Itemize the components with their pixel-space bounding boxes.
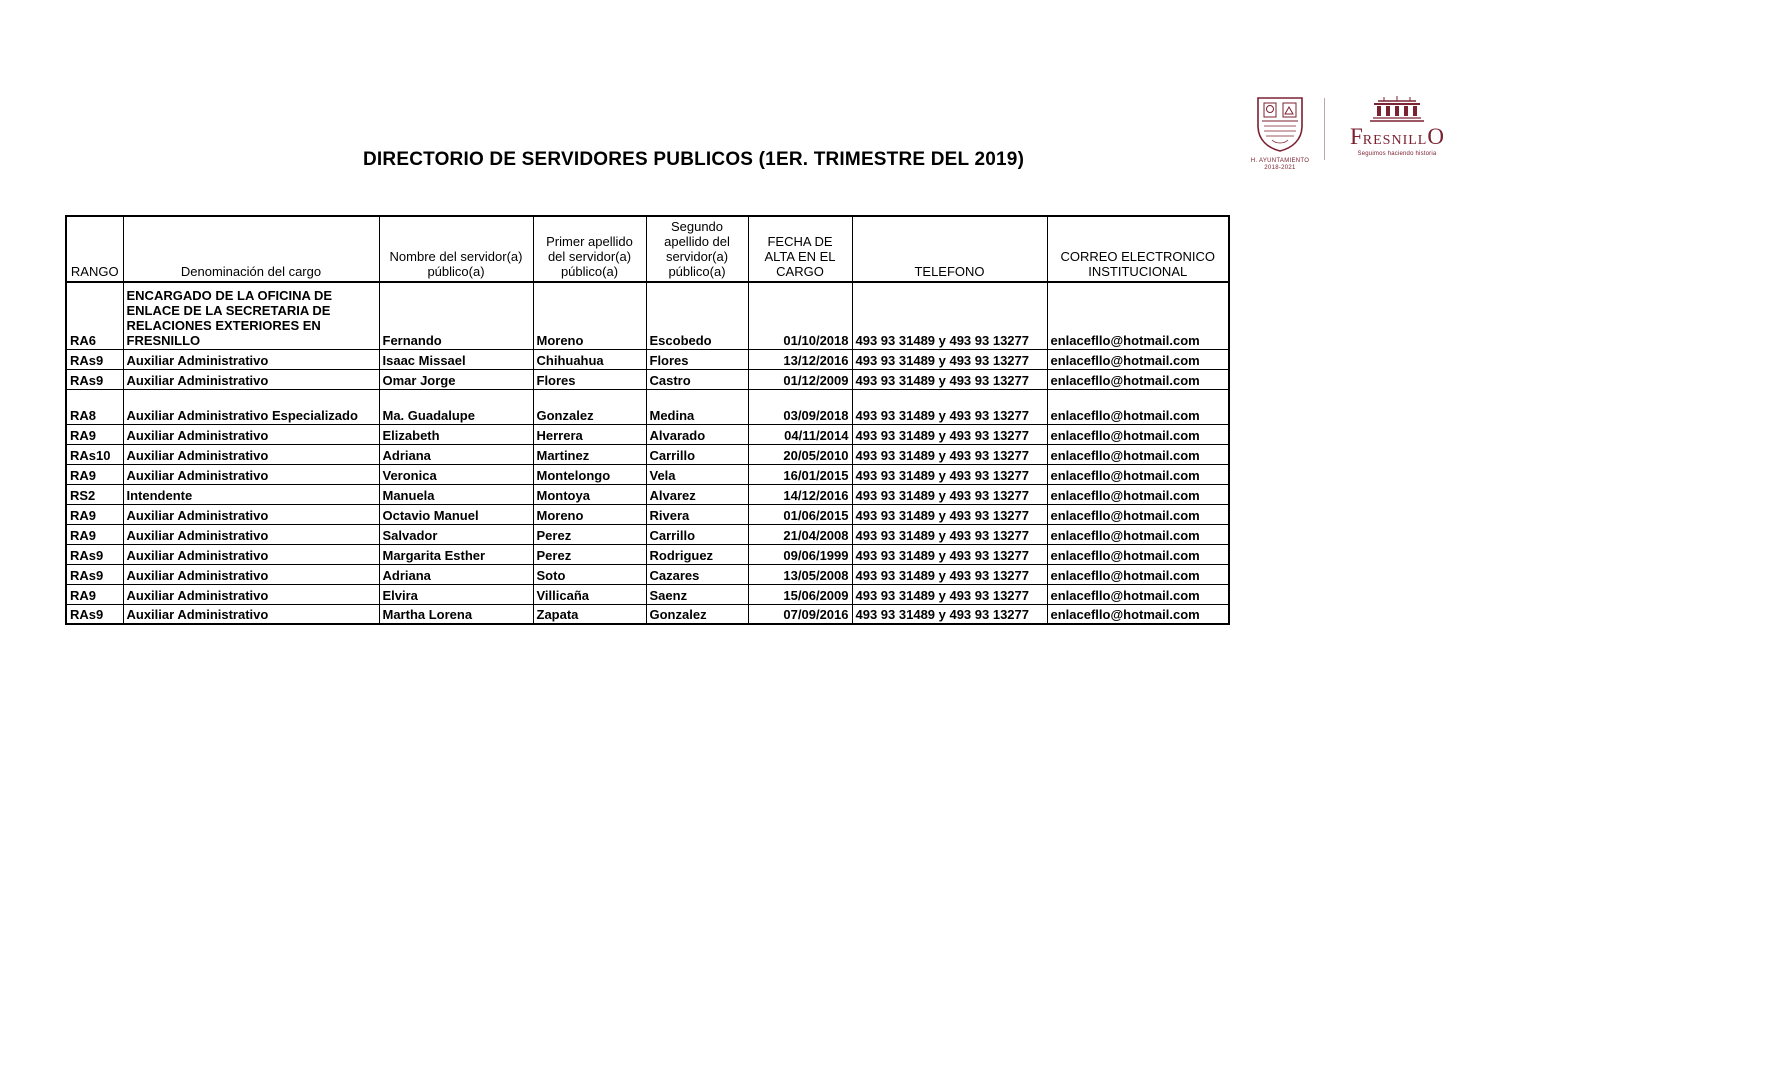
primer-apellido-cell: Villicaña xyxy=(533,584,646,604)
table-row xyxy=(66,544,1229,564)
telefono-cell: 493 93 31489 y 493 93 13277 xyxy=(852,584,1047,604)
header-row xyxy=(66,216,1229,282)
cargo-cell: Auxiliar Administrativo xyxy=(123,464,379,484)
cargo-cell: Auxiliar Administrativo xyxy=(123,604,379,624)
rango-cell: RAs9 xyxy=(66,349,123,369)
nombre-cell: Elizabeth xyxy=(379,424,533,444)
table-row xyxy=(66,604,1229,624)
telefono-cell: 493 93 31489 y 493 93 13277 xyxy=(852,282,1047,349)
segundo-apellido-cell: Rivera xyxy=(646,504,748,524)
primer-apellido-cell: Gonzalez xyxy=(533,389,646,424)
segundo-apellido-cell: Alvarez xyxy=(646,484,748,504)
segundo-apellido-cell: Cazares xyxy=(646,564,748,584)
rango-cell: RA9 xyxy=(66,504,123,524)
cargo-cell: Auxiliar Administrativo xyxy=(123,504,379,524)
nombre-cell: Adriana xyxy=(379,564,533,584)
crest-caption: H. AYUNTAMIENTO 2018-2021 xyxy=(1250,158,1310,171)
header-fecha-alta: FECHA DE ALTA EN EL CARGO xyxy=(748,216,852,282)
primer-apellido-cell: Soto xyxy=(533,564,646,584)
correo-cell: enlacefllo@hotmail.com xyxy=(1047,282,1229,349)
telefono-cell: 493 93 31489 y 493 93 13277 xyxy=(852,504,1047,524)
rango-cell: RAs9 xyxy=(66,564,123,584)
cargo-cell: Auxiliar Administrativo xyxy=(123,349,379,369)
fecha-alta-cell: 16/01/2015 xyxy=(748,464,852,484)
cargo-cell: ENCARGADO DE LA OFICINA DE ENLACE DE LA SECRETARIA DE RELACIONES EXTERIORES EN FRESNILLO xyxy=(123,282,379,349)
page-title: DIRECTORIO DE SERVIDORES PUBLICOS (1ER. TRIMESTRE DEL 2019) xyxy=(363,149,1025,170)
header-cargo: Denominación del cargo xyxy=(123,216,379,282)
header-primer-apellido: Primer apellido del servidor(a) público(a) xyxy=(533,216,646,282)
table-row xyxy=(66,504,1229,524)
segundo-apellido-cell: Alvarado xyxy=(646,424,748,444)
rango-cell: RAs10 xyxy=(66,444,123,464)
fecha-alta-cell: 13/05/2008 xyxy=(748,564,852,584)
correo-cell: enlacefllo@hotmail.com xyxy=(1047,349,1229,369)
cargo-cell: Auxiliar Administrativo xyxy=(123,564,379,584)
rango-cell: RAs9 xyxy=(66,369,123,389)
cargo-cell: Auxiliar Administrativo xyxy=(123,444,379,464)
logo-divider xyxy=(1324,98,1325,160)
segundo-apellido-cell: Medina xyxy=(646,389,748,424)
fresnillo-logo xyxy=(1337,96,1457,157)
primer-apellido-cell: Zapata xyxy=(533,604,646,624)
segundo-apellido-cell: Escobedo xyxy=(646,282,748,349)
cargo-cell: Auxiliar Administrativo xyxy=(123,524,379,544)
segundo-apellido-cell: Vela xyxy=(646,464,748,484)
table-row xyxy=(66,464,1229,484)
table-row xyxy=(66,484,1229,504)
header-logos xyxy=(1248,96,1457,174)
fecha-alta-cell: 21/04/2008 xyxy=(748,524,852,544)
primer-apellido-cell: Chihuahua xyxy=(533,349,646,369)
correo-cell: enlacefllo@hotmail.com xyxy=(1047,584,1229,604)
telefono-cell: 493 93 31489 y 493 93 13277 xyxy=(852,444,1047,464)
correo-cell: enlacefllo@hotmail.com xyxy=(1047,424,1229,444)
telefono-cell: 493 93 31489 y 493 93 13277 xyxy=(852,349,1047,369)
fecha-alta-cell: 04/11/2014 xyxy=(748,424,852,444)
primer-apellido-cell: Perez xyxy=(533,524,646,544)
nombre-cell: Octavio Manuel xyxy=(379,504,533,524)
telefono-cell: 493 93 31489 y 493 93 13277 xyxy=(852,524,1047,544)
table-header xyxy=(66,216,1229,282)
telefono-cell: 493 93 31489 y 493 93 13277 xyxy=(852,484,1047,504)
rango-cell: RA9 xyxy=(66,524,123,544)
primer-apellido-cell: Martinez xyxy=(533,444,646,464)
rango-cell: RA9 xyxy=(66,464,123,484)
nombre-cell: Ma. Guadalupe xyxy=(379,389,533,424)
rango-cell: RA9 xyxy=(66,584,123,604)
telefono-cell: 493 93 31489 y 493 93 13277 xyxy=(852,464,1047,484)
segundo-apellido-cell: Carrillo xyxy=(646,524,748,544)
nombre-cell: Salvador xyxy=(379,524,533,544)
rango-cell: RA8 xyxy=(66,389,123,424)
correo-cell: enlacefllo@hotmail.com xyxy=(1047,484,1229,504)
nombre-cell: Fernando xyxy=(379,282,533,349)
correo-cell: enlacefllo@hotmail.com xyxy=(1047,444,1229,464)
fecha-alta-cell: 03/09/2018 xyxy=(748,389,852,424)
table-row xyxy=(66,349,1229,369)
segundo-apellido-cell: Rodriguez xyxy=(646,544,748,564)
telefono-cell: 493 93 31489 y 493 93 13277 xyxy=(852,544,1047,564)
table-row xyxy=(66,369,1229,389)
table-row xyxy=(66,424,1229,444)
primer-apellido-cell: Moreno xyxy=(533,282,646,349)
header-nombre: Nombre del servidor(a) público(a) xyxy=(379,216,533,282)
correo-cell: enlacefllo@hotmail.com xyxy=(1047,544,1229,564)
building-icon xyxy=(1360,109,1434,126)
fecha-alta-cell: 01/10/2018 xyxy=(748,282,852,349)
header-correo: CORREO ELECTRONICO INSTITUCIONAL xyxy=(1047,216,1229,282)
correo-cell: enlacefllo@hotmail.com xyxy=(1047,464,1229,484)
header-segundo-apellido: Segundo apellido del servidor(a) público(a) xyxy=(646,216,748,282)
nombre-cell: Margarita Esther xyxy=(379,544,533,564)
fresnillo-wordmark: FRESNILLO xyxy=(1350,124,1444,149)
fecha-alta-cell: 20/05/2010 xyxy=(748,444,852,464)
correo-cell: enlacefllo@hotmail.com xyxy=(1047,389,1229,424)
telefono-cell: 493 93 31489 y 493 93 13277 xyxy=(852,564,1047,584)
primer-apellido-cell: Perez xyxy=(533,544,646,564)
segundo-apellido-cell: Castro xyxy=(646,369,748,389)
segundo-apellido-cell: Carrillo xyxy=(646,444,748,464)
telefono-cell: 493 93 31489 y 493 93 13277 xyxy=(852,369,1047,389)
header-telefono: TELEFONO xyxy=(852,216,1047,282)
primer-apellido-cell: Montelongo xyxy=(533,464,646,484)
fecha-alta-cell: 14/12/2016 xyxy=(748,484,852,504)
primer-apellido-cell: Moreno xyxy=(533,504,646,524)
ayuntamiento-crest xyxy=(1248,96,1312,172)
fecha-alta-cell: 07/09/2016 xyxy=(748,604,852,624)
nombre-cell: Omar Jorge xyxy=(379,369,533,389)
correo-cell: enlacefllo@hotmail.com xyxy=(1047,524,1229,544)
fecha-alta-cell: 01/06/2015 xyxy=(748,504,852,524)
table-row xyxy=(66,444,1229,464)
segundo-apellido-cell: Gonzalez xyxy=(646,604,748,624)
cargo-cell: Intendente xyxy=(123,484,379,504)
cargo-cell: Auxiliar Administrativo xyxy=(123,424,379,444)
nombre-cell: Veronica xyxy=(379,464,533,484)
table-row xyxy=(66,584,1229,604)
cargo-cell: Auxiliar Administrativo xyxy=(123,369,379,389)
telefono-cell: 493 93 31489 y 493 93 13277 xyxy=(852,604,1047,624)
correo-cell: enlacefllo@hotmail.com xyxy=(1047,369,1229,389)
correo-cell: enlacefllo@hotmail.com xyxy=(1047,504,1229,524)
telefono-cell: 493 93 31489 y 493 93 13277 xyxy=(852,424,1047,444)
primer-apellido-cell: Herrera xyxy=(533,424,646,444)
nombre-cell: Elvira xyxy=(379,584,533,604)
table-body xyxy=(66,282,1229,624)
cargo-cell: Auxiliar Administrativo Especializado xyxy=(123,389,379,424)
fresnillo-tagline: Seguimos haciendo historia xyxy=(1357,151,1437,157)
correo-cell: enlacefllo@hotmail.com xyxy=(1047,604,1229,624)
directory-table xyxy=(65,215,1230,625)
fecha-alta-cell: 01/12/2009 xyxy=(748,369,852,389)
fecha-alta-cell: 13/12/2016 xyxy=(748,349,852,369)
crest-shield-icon xyxy=(1254,139,1306,156)
nombre-cell: Martha Lorena xyxy=(379,604,533,624)
nombre-cell: Manuela xyxy=(379,484,533,504)
cargo-cell: Auxiliar Administrativo xyxy=(123,544,379,564)
primer-apellido-cell: Montoya xyxy=(533,484,646,504)
table-row xyxy=(66,564,1229,584)
table-row xyxy=(66,282,1229,349)
rango-cell: RAs9 xyxy=(66,604,123,624)
table-row xyxy=(66,524,1229,544)
table-row xyxy=(66,389,1229,424)
rango-cell: RAs9 xyxy=(66,544,123,564)
fecha-alta-cell: 15/06/2009 xyxy=(748,584,852,604)
segundo-apellido-cell: Flores xyxy=(646,349,748,369)
nombre-cell: Adriana xyxy=(379,444,533,464)
segundo-apellido-cell: Saenz xyxy=(646,584,748,604)
cargo-cell: Auxiliar Administrativo xyxy=(123,584,379,604)
rango-cell: RA6 xyxy=(66,282,123,349)
header-rango: RANGO xyxy=(66,216,123,282)
fecha-alta-cell: 09/06/1999 xyxy=(748,544,852,564)
primer-apellido-cell: Flores xyxy=(533,369,646,389)
correo-cell: enlacefllo@hotmail.com xyxy=(1047,564,1229,584)
rango-cell: RA9 xyxy=(66,424,123,444)
rango-cell: RS2 xyxy=(66,484,123,504)
telefono-cell: 493 93 31489 y 493 93 13277 xyxy=(852,389,1047,424)
nombre-cell: Isaac Missael xyxy=(379,349,533,369)
